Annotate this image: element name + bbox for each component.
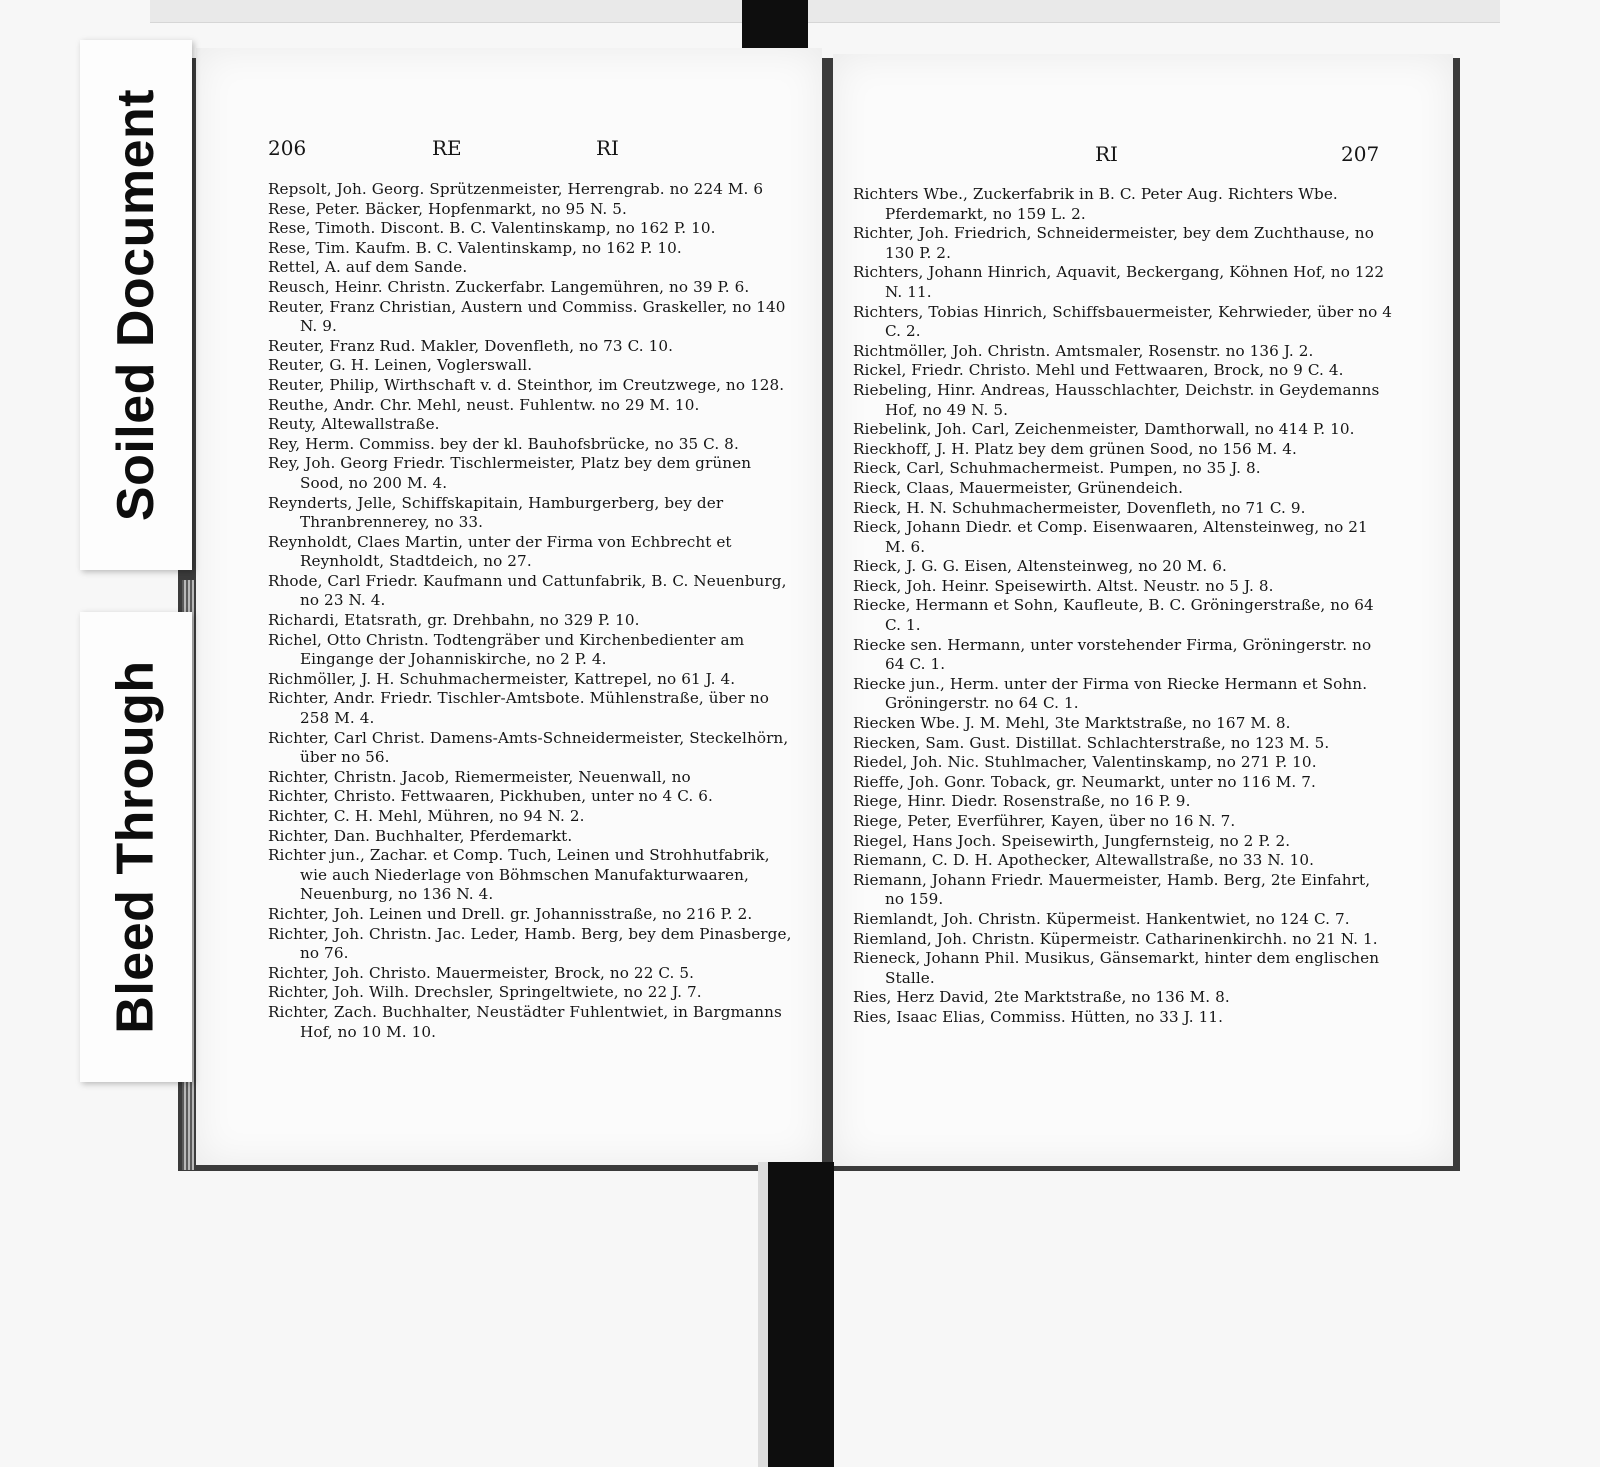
directory-entry: Rieck, Johann Diedr. et Comp. Eisenwaaren, Altensteinweg, no 21 M. 6. bbox=[853, 518, 1368, 556]
directory-entry: Richter, Carl Christ. Damens-Amts-Schneidermeister, Steckelhörn, über no 56. bbox=[268, 728, 789, 767]
directory-entry: Riebelink, Joh. Carl, Zeichenmeister, Damthorwall, no 414 P. 10. bbox=[853, 420, 1355, 439]
directory-entry: Rettel, A. auf dem Sande. bbox=[268, 258, 468, 277]
directory-entry: Rey, Joh. Georg Friedr. Tischlermeister, Platz bey dem grünen Sood, no 200 M. 4. bbox=[268, 454, 752, 492]
left-header-re: RE bbox=[432, 136, 462, 160]
directory-entry: Richter, Joh. Christn. Jac. Leder, Hamb. Berg, bey dem Pinasberge, no 76. bbox=[268, 924, 792, 963]
directory-entry: Richardi, Etatsrath, gr. Drehbahn, no 329 P. 10. bbox=[268, 611, 640, 630]
right-header-ri: RI bbox=[1095, 142, 1118, 166]
directory-entry: Riecken Wbe. J. M. Mehl, 3te Marktstraße, no 167 M. 8. bbox=[853, 714, 1291, 733]
directory-entry: Ries, Herz David, 2te Marktstraße, no 136 M. 8. bbox=[853, 988, 1230, 1007]
directory-entry: Reuter, Franz Rud. Makler, Dovenfleth, no 73 C. 10. bbox=[268, 336, 674, 355]
directory-entry: Riecke, Hermann et Sohn, Kaufleute, B. C. Gröningerstraße, no 64 C. 1. bbox=[853, 596, 1374, 635]
bleed-through-label bbox=[80, 612, 192, 1082]
directory-entry: Reynholdt, Claes Martin, unter der Firma von Echbrecht et Reynholdt, Stadtdeich, no 27. bbox=[268, 532, 732, 571]
scanner-top-strip bbox=[150, 0, 1500, 23]
directory-entry: Richter, Joh. Christo. Mauermeister, Brock, no 22 C. 5. bbox=[268, 963, 695, 982]
directory-entry: Rieck, J. G. G. Eisen, Altensteinweg, no 20 M. 6. bbox=[853, 557, 1227, 576]
left-header-ri: RI bbox=[596, 136, 619, 160]
directory-entry: Richters Wbe., Zuckerfabrik in B. C. Peter Aug. Richters Wbe. Pferdemarkt, no 159 L. 2. bbox=[853, 185, 1338, 223]
directory-entry: Richel, Otto Christn. Todtengräber und Kirchenbedienter am Eingange der Johanniskirche, no 2 P. 4. bbox=[268, 630, 745, 669]
directory-entry: Rey, Herm. Commiss. bey der kl. Bauhofsbrücke, no 35 C. 8. bbox=[268, 434, 739, 453]
directory-entry: Rese, Timoth. Discont. B. C. Valentinskamp, no 162 P. 10. bbox=[268, 219, 716, 238]
directory-entry: Reuter, Franz Christian, Austern und Commiss. Graskeller, no 140 N. 9. bbox=[268, 297, 786, 336]
directory-entry: Rieffe, Joh. Gonr. Toback, gr. Neumarkt, unter no 116 M. 7. bbox=[853, 772, 1316, 791]
left-entry-list bbox=[268, 180, 792, 1042]
soiled-document-label bbox=[80, 40, 192, 570]
directory-entry: Rieneck, Johann Phil. Musikus, Gänsemarkt, hinter dem englischen Stalle. bbox=[853, 949, 1380, 987]
binding-strap-bottom bbox=[768, 1162, 834, 1467]
directory-entry: Riemland, Joh. Christn. Küpermeistr. Catharinenkirchh. no 21 N. 1. bbox=[853, 929, 1378, 948]
directory-entry: Rickel, Friedr. Christo. Mehl und Fettwaaren, Brock, no 9 C. 4. bbox=[853, 361, 1344, 380]
directory-entry: Richter, Andr. Friedr. Tischler-Amtsbote. Mühlenstraße, über no 258 M. 4. bbox=[268, 689, 769, 728]
directory-entry: Riedel, Joh. Nic. Stuhlmacher, Valentinskamp, no 271 P. 10. bbox=[853, 753, 1317, 772]
directory-entry: Richtmöller, Joh. Christn. Amtsmaler, Rosenstr. no 136 J. 2. bbox=[853, 341, 1314, 360]
directory-entry: Rieck, Claas, Mauermeister, Grünendeich. bbox=[853, 478, 1184, 497]
bleed-through-text: Bleed Through bbox=[107, 660, 165, 1034]
right-page-number: 207 bbox=[1341, 142, 1380, 166]
directory-entry: Richter jun., Zachar. et Comp. Tuch, Leinen und Strohhutfabrik, wie auch Niederlage von Böhmschen Manufakturwaaren, Neuenburg, no 136 N. 4. bbox=[268, 846, 770, 904]
directory-entry: Riege, Peter, Everführer, Kayen, über no 16 N. 7. bbox=[853, 812, 1236, 830]
directory-entry: Riemann, C. D. H. Apothecker, Altewallstraße, no 33 N. 10. bbox=[853, 851, 1315, 870]
directory-entry: Richter, Joh. Friedrich, Schneidermeister, bey dem Zuchthause, no 130 P. 2. bbox=[853, 224, 1374, 262]
directory-entry: Richter, Christn. Jacob, Riemermeister, Neuenwall, no bbox=[268, 767, 691, 786]
right-entry-list bbox=[853, 185, 1393, 1028]
directory-entry: Richters, Tobias Hinrich, Schiffsbauermeister, Kehrwieder, über no 4 C. 2. bbox=[853, 302, 1393, 341]
directory-entry: Riecke sen. Hermann, unter vorstehender Firma, Gröningerstr. no 64 C. 1. bbox=[853, 635, 1372, 674]
directory-entry: Richter, Christo. Fettwaaren, Pickhuben, unter no 4 C. 6. bbox=[268, 787, 713, 806]
directory-entry: Richter, Joh. Wilh. Drechsler, Springeltwiete, no 22 J. 7. bbox=[268, 983, 702, 1002]
directory-entry: Rese, Tim. Kaufm. B. C. Valentinskamp, no 162 P. 10. bbox=[268, 238, 682, 257]
directory-entry: Riemlandt, Joh. Christn. Küpermeist. Hankentwiet, no 124 C. 7. bbox=[853, 909, 1350, 928]
directory-entry: Riegel, Hans Joch. Speisewirth, Jungfernsteig, no 2 P. 2. bbox=[853, 831, 1291, 850]
directory-entry: Rese, Peter. Bäcker, Hopfenmarkt, no 95 N. 5. bbox=[268, 199, 627, 218]
directory-entry: Reuty, Altewallstraße. bbox=[268, 415, 440, 434]
directory-entry: Richter, Zach. Buchhalter, Neustädter Fuhlentwiet, in Bargmanns Hof, no 10 M. 10. bbox=[268, 1002, 782, 1041]
directory-entry: Reuter, G. H. Leinen, Voglerswall. bbox=[268, 356, 533, 375]
directory-entry: Riemann, Johann Friedr. Mauermeister, Hamb. Berg, 2te Einfahrt, no 159. bbox=[853, 870, 1371, 909]
directory-entry: Riecken, Sam. Gust. Distillat. Schlachterstraße, no 123 M. 5. bbox=[853, 733, 1330, 752]
directory-entry: Riecke jun., Herm. unter der Firma von Riecke Hermann et Sohn. Gröningerstr. no 64 C. 1. bbox=[853, 674, 1368, 713]
directory-entry: Riebeling, Hinr. Andreas, Hausschlachter, Deichstr. in Geydemanns Hof, no 49 N. 5. bbox=[853, 380, 1380, 419]
directory-entry: Richters, Johann Hinrich, Aquavit, Beckergang, Köhnen Hof, no 122 N. 11. bbox=[853, 263, 1385, 301]
directory-entry: Reuthe, Andr. Chr. Mehl, neust. Fuhlentw. no 29 M. 10. bbox=[268, 395, 700, 414]
directory-entry: Rhode, Carl Friedr. Kaufmann und Cattunfabrik, B. C. Neuenburg, no 23 N. 4. bbox=[268, 571, 787, 610]
directory-entry: Rieckhoff, J. H. Platz bey dem grünen Sood, no 156 M. 4. bbox=[853, 439, 1297, 458]
directory-entry: Ries, Isaac Elias, Commiss. Hütten, no 33 J. 11. bbox=[853, 1007, 1224, 1026]
left-page bbox=[196, 48, 822, 1165]
directory-entry: Richter, C. H. Mehl, Mühren, no 94 N. 2. bbox=[268, 807, 585, 825]
directory-entry: Richter, Joh. Leinen und Drell. gr. Johannisstraße, no 216 P. 2. bbox=[268, 904, 753, 923]
soiled-document-text: Soiled Document bbox=[107, 88, 165, 522]
directory-entry: Rieck, Carl, Schuhmachermeist. Pumpen, no 35 J. 8. bbox=[853, 459, 1261, 478]
left-page-number: 206 bbox=[268, 136, 307, 160]
directory-entry: Reynderts, Jelle, Schiffskapitain, Hamburgerberg, bey der Thranbrennerey, no 33. bbox=[268, 493, 724, 532]
directory-entry: Reusch, Heinr. Christn. Zuckerfabr. Langemühren, no 39 P. 6. bbox=[268, 277, 750, 296]
right-running-head bbox=[833, 142, 1453, 172]
left-running-head bbox=[196, 136, 822, 166]
directory-entry: Richmöller, J. H. Schuhmachermeister, Kattrepel, no 61 J. 4. bbox=[268, 669, 736, 688]
directory-entry: Riege, Hinr. Diedr. Rosenstraße, no 16 P. 9. bbox=[853, 792, 1191, 811]
directory-entry: Richter, Dan. Buchhalter, Pferdemarkt. bbox=[268, 826, 573, 845]
right-page bbox=[833, 54, 1453, 1166]
directory-entry: Rieck, Joh. Heinr. Speisewirth. Altst. Neustr. no 5 J. 8. bbox=[853, 576, 1274, 595]
directory-entry: Reuter, Philip, Wirthschaft v. d. Steinthor, im Creutzwege, no 128. bbox=[268, 375, 785, 394]
directory-entry: Rieck, H. N. Schuhmachermeister, Dovenfleth, no 71 C. 9. bbox=[853, 498, 1306, 517]
directory-entry: Repsolt, Joh. Georg. Sprützenmeister, Herrengrab. no 224 M. 6 bbox=[268, 180, 764, 198]
